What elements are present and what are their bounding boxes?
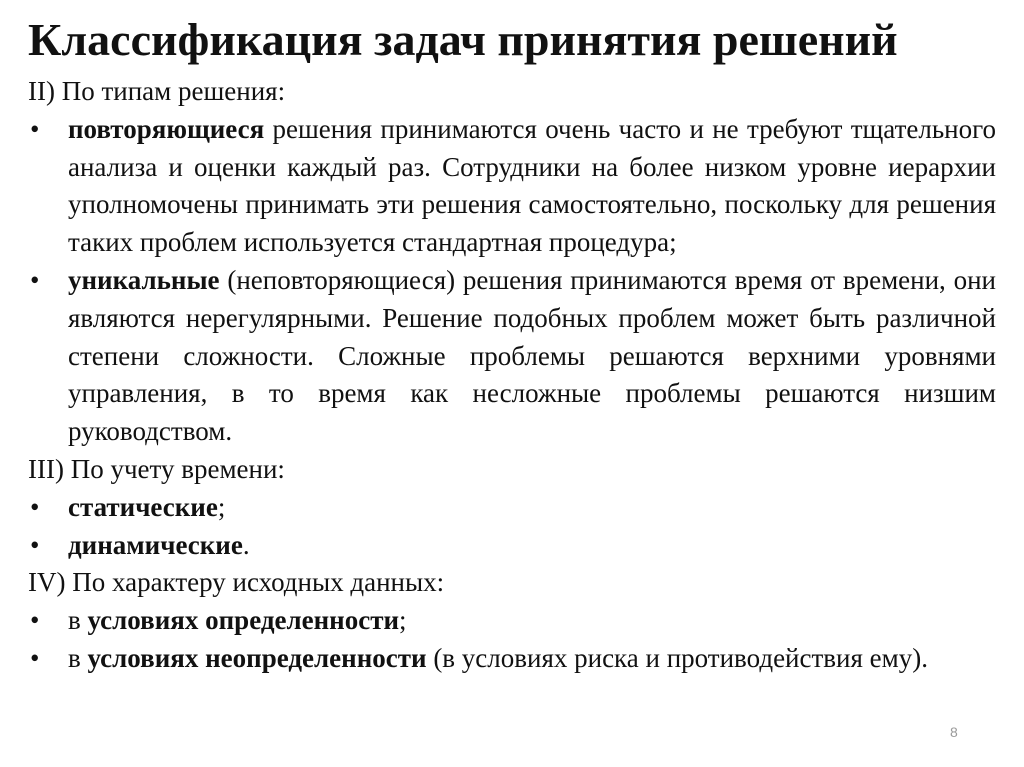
slide-content [28,73,996,678]
item-text: (неповторяющиеся) решения принимаются время от времени, они являются нерегулярными. Решение подобных проблем может быть различной степени сложности. Сложные проблемы решаются верхними уровнями управления, в то время как несложные проблемы решаются низшим руководством. [68,264,996,447]
item-prefix: в [68,642,88,673]
bullet-item-uncertainty [28,640,996,678]
bullet-item-dynamic [28,527,996,565]
bullet-icon: • [30,642,40,673]
term-dynamic: динамические [68,529,243,560]
item-prefix: в [68,605,88,636]
item-text: решения принимаются очень часто и не требуют тщательного анализа и оценки каждый раз. Сотрудники на более низком уровне иерархии уполномочены принимать эти решения самостоятельно, поскольку для решения таких проблем используется стандартная процедура; [68,113,996,258]
term-uncertainty: условиях неопределенности [87,642,427,673]
item-text: (в условиях риска и противодействия ему). [426,642,928,673]
bullet-icon: • [30,491,40,522]
section-heading-input-data: IV) По характеру исходных данных: [28,567,445,598]
term-unique: уникальные [68,264,220,295]
section-heading-time: III) По учету времени: [28,453,285,484]
bullet-item-static [28,489,996,527]
bullet-icon: • [30,529,40,560]
bullet-item-repeating [28,111,996,262]
bullet-icon: • [30,264,40,295]
slide-title: Классификация задач принятия решений [28,14,898,65]
item-text: ; [399,605,407,636]
term-repeating: повторяющиеся [68,113,265,144]
bullet-icon: • [30,113,40,144]
term-static: статические [68,491,218,522]
page-number: 8 [950,724,958,740]
bullet-icon: • [30,605,40,636]
item-text: . [242,529,250,560]
bullet-item-unique [28,262,996,451]
term-certainty: условиях определенности [87,605,400,636]
bullet-item-certainty [28,602,996,640]
section-heading-types: II) По типам решения: [28,76,286,106]
item-text: ; [217,491,226,522]
